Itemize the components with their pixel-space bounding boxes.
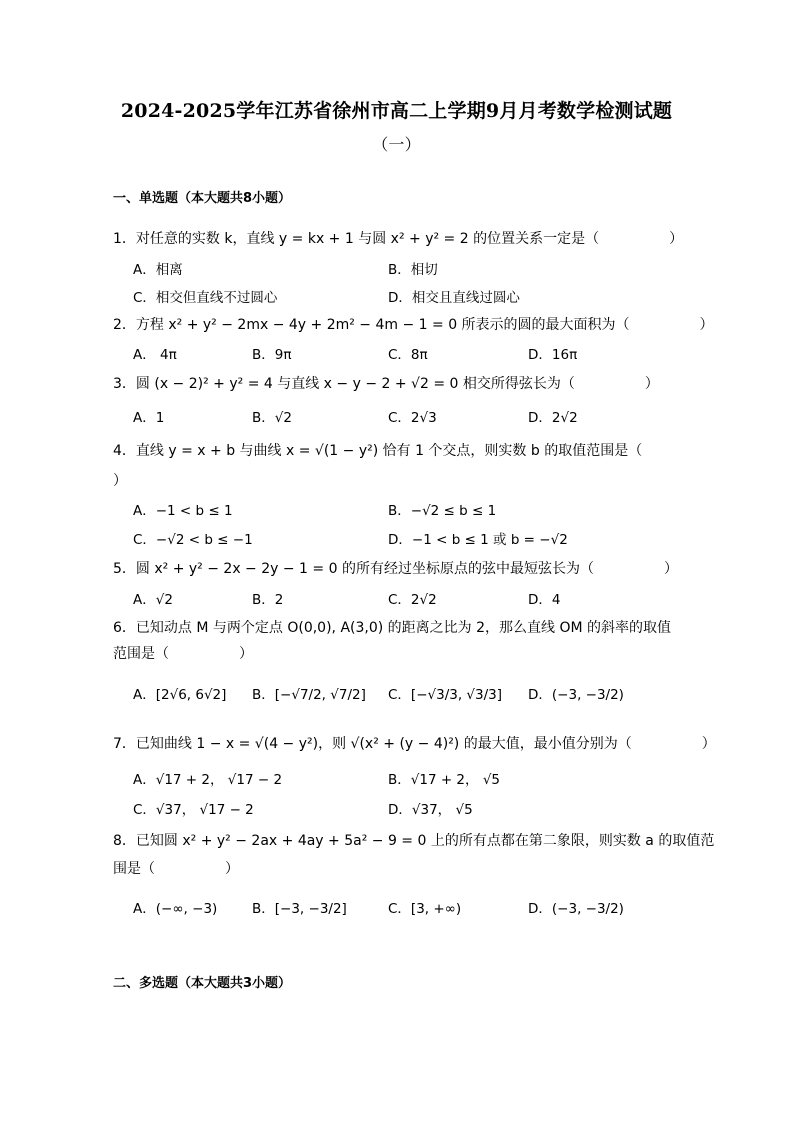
question-7-option-d: D．√37， √5 xyxy=(388,802,473,818)
question-4-stem: 4．直线 y = x + b 与曲线 x = √(1 − y²) 恰有 1 个交点，则实数 b 的取值范围是（ xyxy=(113,443,643,459)
question-8-option-c: C．[3, +∞) xyxy=(388,901,462,917)
question-2-option-b: B．9π xyxy=(252,347,292,363)
question-8-option-d: D．(−3, −3/2) xyxy=(528,901,624,917)
question-7-stem: 7．已知曲线 1 − x = √(4 − y²)，则 √(x² + (y − 4)²) 的最大值，最小值分别为（ ） xyxy=(113,736,716,752)
question-4-option-a: A．−1 < b ≤ 1 xyxy=(133,503,233,519)
question-6-option-a: A．[2√6, 6√2] xyxy=(133,687,227,703)
question-4-stem-continued: ） xyxy=(113,473,127,489)
question-6-option-d: D．(−3, −3/2) xyxy=(528,687,624,703)
section-heading-single-choice: 一、单选题（本大题共8小题） xyxy=(113,191,292,206)
question-4-option-d: D．−1 < b ≤ 1 或 b = −√2 xyxy=(388,532,568,548)
question-2-stem: 2．方程 x² + y² − 2mx − 4y + 2m² − 4m − 1 = 0 所表示的圆的最大面积为（ ） xyxy=(113,317,714,333)
question-8-option-b: B．[−3, −3/2] xyxy=(252,901,347,917)
question-5-option-c: C．2√2 xyxy=(388,592,437,608)
question-2-option-a: A． 4π xyxy=(133,347,177,363)
question-8-stem-continued: 围是（ ） xyxy=(113,861,239,877)
question-1-option-c: C．相交但直线不过圆心 xyxy=(133,290,278,306)
question-7-option-c: C．√37， √17 − 2 xyxy=(133,802,254,818)
question-6-option-b: B．[−√7/2, √7/2] xyxy=(252,687,366,703)
question-4-option-b: B．−√2 ≤ b ≤ 1 xyxy=(388,503,497,519)
document-subtitle: （一） xyxy=(372,135,421,154)
question-4-option-c: C．−√2 < b ≤ −1 xyxy=(133,532,253,548)
question-7-option-a: A．√17 + 2， √17 − 2 xyxy=(133,772,283,788)
question-6-option-c: C．[−√3/3, √3/3] xyxy=(388,687,503,703)
question-8-option-a: A．(−∞, −3) xyxy=(133,901,218,917)
question-3-option-d: D．2√2 xyxy=(528,410,578,426)
question-5-option-a: A．√2 xyxy=(133,592,173,608)
question-1-stem: 1．对任意的实数 k，直线 y = kx + 1 与圆 x² + y² = 2 的位置关系一定是（ ） xyxy=(113,231,684,247)
question-5-option-b: B．2 xyxy=(252,592,284,608)
question-8-stem: 8．已知圆 x² + y² − 2ax + 4ay + 5a² − 9 = 0 上的所有点都在第二象限，则实数 a 的取值范 xyxy=(113,833,715,849)
question-3-option-a: A．1 xyxy=(133,410,165,426)
question-2-option-c: C．8π xyxy=(388,347,428,363)
question-6-stem: 6．已知动点 M 与两个定点 O(0,0), A(3,0) 的距离之比为 2，那么直线 OM 的斜率的取值 xyxy=(113,620,672,636)
section-heading-multi-choice: 二、多选题（本大题共3小题） xyxy=(113,976,292,991)
question-1-option-b: B．相切 xyxy=(388,262,438,278)
question-5-stem: 5．圆 x² + y² − 2x − 2y − 1 = 0 的所有经过坐标原点的弦中最短弦长为（ ） xyxy=(113,561,678,577)
question-2-option-d: D．16π xyxy=(528,347,578,363)
question-3-stem: 3．圆 (x − 2)² + y² = 4 与直线 x − y − 2 + √2 = 0 相交所得弦长为（ ） xyxy=(113,376,659,392)
question-5-option-d: D．4 xyxy=(528,592,561,608)
question-7-option-b: B．√17 + 2， √5 xyxy=(388,772,501,788)
question-6-stem-continued: 范围是（ ） xyxy=(113,646,253,662)
question-1-option-a: A．相离 xyxy=(133,262,183,278)
question-3-option-c: C．2√3 xyxy=(388,410,437,426)
question-1-option-d: D．相交且直线过圆心 xyxy=(388,290,520,306)
question-3-option-b: B．√2 xyxy=(252,410,292,426)
document-title: 2024-2025学年江苏省徐州市高二上学期9月月考数学检测试题 xyxy=(120,100,673,122)
